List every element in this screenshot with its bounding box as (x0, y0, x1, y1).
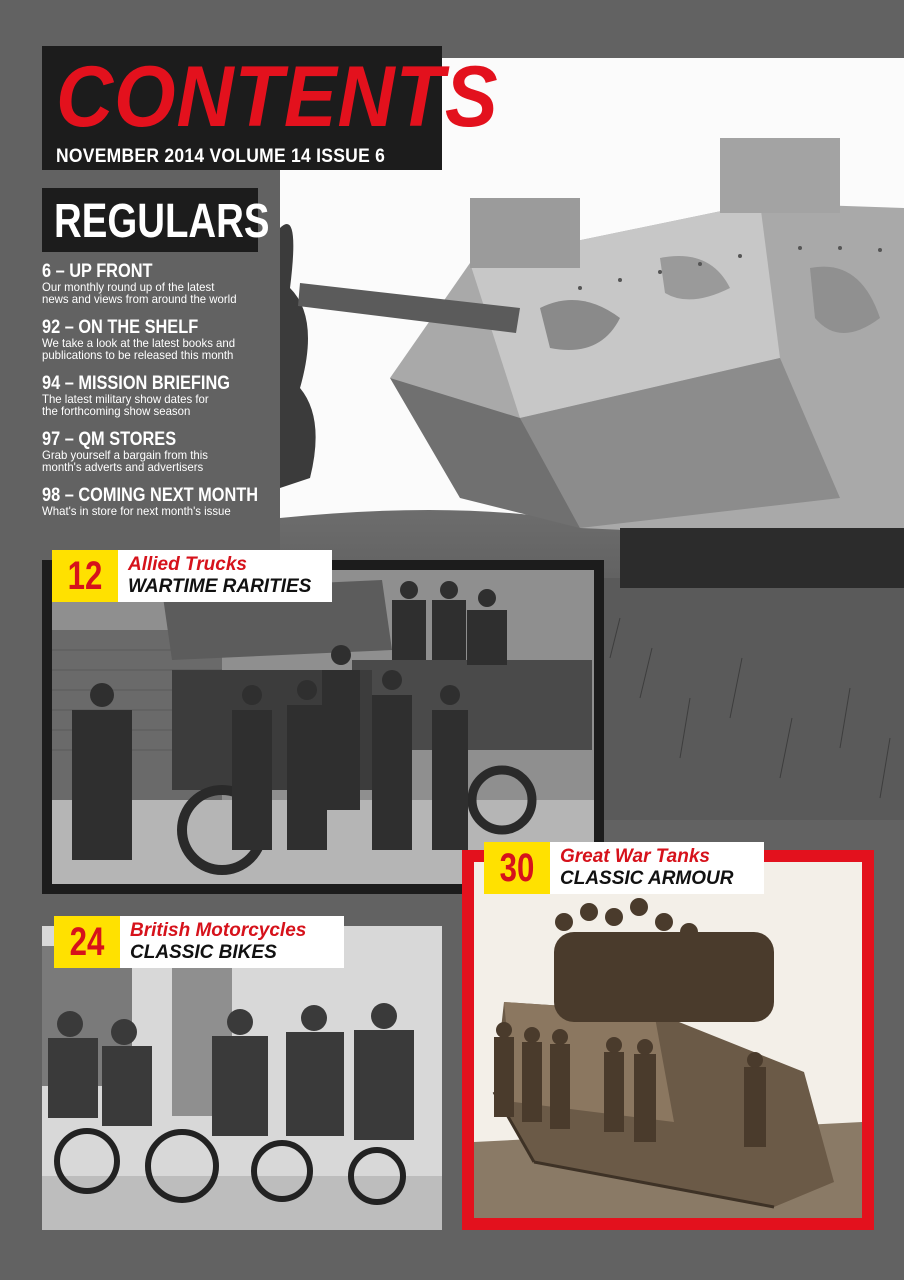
feature-subtitle: WARTIME RARITIES (128, 576, 312, 597)
feature-number-badge: 24 (54, 916, 120, 968)
regular-item-coming-next-month[interactable] (42, 486, 282, 517)
issue-line: NOVEMBER 2014 VOLUME 14 ISSUE 6 (56, 146, 386, 167)
feature-label (484, 842, 764, 894)
regular-item-mission-briefing[interactable] (42, 374, 282, 417)
regular-item-title: 92 – ON THE SHELF (42, 317, 199, 338)
feature-title: British Motorcycles (130, 920, 307, 941)
feature-number-badge: 12 (52, 550, 118, 602)
masthead (42, 46, 499, 170)
regular-item-desc: Our monthly round up of the latest news and views from around the world (42, 280, 237, 306)
truck-photo (52, 570, 594, 884)
regular-item-on-the-shelf[interactable] (42, 318, 282, 361)
tank-crew-photo-icon (474, 862, 862, 1218)
regulars-heading-label: REGULARS (54, 195, 270, 248)
tank-crew-photo (474, 862, 862, 1218)
page-title: CONTENTS (56, 49, 499, 145)
regulars-heading (42, 188, 270, 252)
regular-item-desc: We take a look at the latest books and publications to be released this month (42, 336, 236, 362)
feature-label (52, 550, 332, 602)
truck-photo-icon (52, 570, 594, 884)
regular-item-title: 6 – UP FRONT (42, 261, 153, 282)
regular-item-desc: Grab yourself a bargain from this month's adverts and advertisers (42, 448, 209, 474)
feature-great-war-tanks[interactable] (462, 846, 874, 1230)
feature-british-motorcycles[interactable] (42, 916, 442, 1230)
feature-number-badge: 30 (484, 842, 550, 894)
regular-item-title: 98 – COMING NEXT MONTH (42, 485, 259, 506)
feature-title: Great War Tanks (560, 846, 710, 867)
regular-item-desc: What's in store for next month's issue (42, 504, 231, 518)
regular-item-title: 97 – QM STORES (42, 429, 177, 450)
motorcycle-photo-icon (42, 926, 442, 1230)
feature-title: Allied Trucks (128, 554, 247, 575)
regulars-list (42, 262, 282, 530)
regular-item-desc: The latest military show dates for the forthcoming show season (42, 392, 209, 418)
regular-item-up-front[interactable] (42, 262, 282, 305)
feature-label (54, 916, 344, 968)
motorcycle-photo (42, 926, 442, 1230)
feature-subtitle: CLASSIC ARMOUR (560, 868, 734, 889)
regular-item-title: 94 – MISSION BRIEFING (42, 373, 230, 394)
regular-item-qm-stores[interactable] (42, 430, 282, 473)
feature-subtitle: CLASSIC BIKES (130, 942, 277, 963)
